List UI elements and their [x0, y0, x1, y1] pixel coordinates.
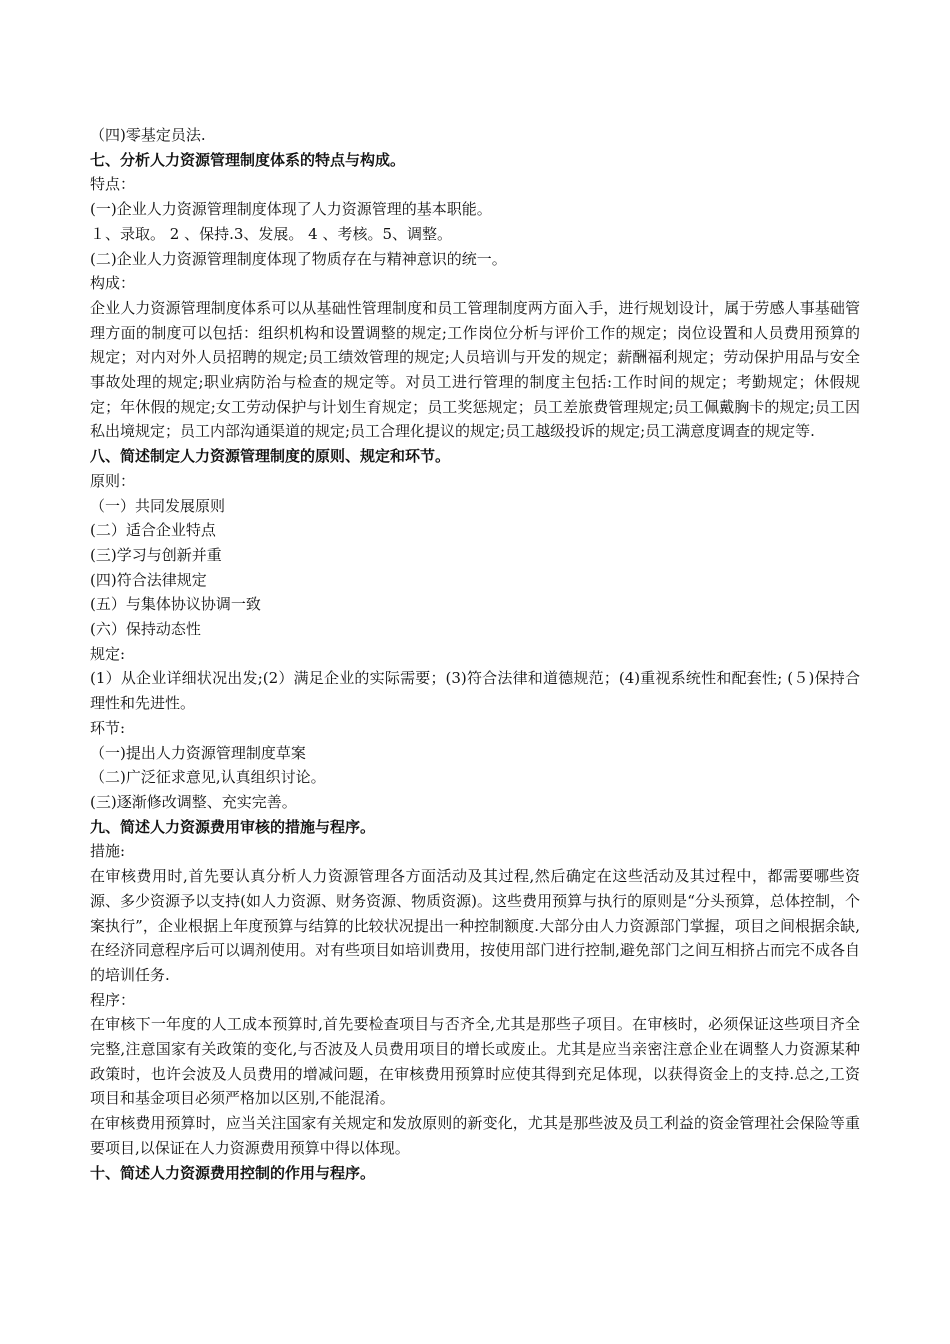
list-item: (五）与集体协议协调一致	[90, 595, 261, 614]
text-line: (一)企业人力资源管理制度体现了人力资源管理的基本职能。	[90, 200, 492, 219]
subheading-rules: 规定:	[90, 644, 126, 663]
list-item: (三)学习与创新并重	[90, 545, 222, 564]
paragraph-composition: 企业人力资源管理制度体系可以从基础性管理制度和员工管理制度两方面入手，进行规划设计，属于劳感人事基础管理方面的制度可以包括：组织机构和设置调整的规定;工作岗位分析与评价工作的规定；岗位设置和人员费用预算的规定；对内对外人员招聘的规定;员工绩效管理的规定;人员培训与开发的规定；薪酬福利规定；劳动保护用品与安全事故处理的规定;职业病防治与检查的规定等。对员工进行管理的制度主包括:工作时间的规定；考勤规定；休假规定；年休假的规定;女工劳动保护与计划生育规定；员工奖惩规定；员工差旅费管理规定;员工佩戴胸卡的规定;员工因私出境规定；员工内部沟通渠道的规定;员工合理化提议的规定;员工越级投诉的规定;员工满意度调查的规定等.	[90, 298, 860, 441]
paragraph-procedure-1: 在审核下一年度的人工成本预算时,首先要检查项目与否齐全,尤其是那些子项目。在审核时，必须保证这些项目齐全完整,注意国家有关政策的变化,与否波及人员费用项目的增长或废止。尤其是应当亲密注意企业在调整人力资源某种政策时，也许会波及人员费用的增减问题，在审核费用预算时应使其得到充足体现，以获得资金上的支持.总之,工资项目和基金项目必须严格加以区别,不能混淆。	[90, 1015, 860, 1108]
subheading-composition: 构成：	[90, 274, 136, 293]
subheading-principles: 原则：	[90, 471, 136, 490]
list-item: (二）适合企业特点	[90, 521, 216, 540]
text-line: １、录取。 2 、保持.3、发展。 4 、考核。5、调整。	[90, 224, 453, 243]
subheading-features: 特点：	[90, 175, 136, 194]
list-item: （二)广泛征求意见,认真组织讨论。	[90, 768, 326, 787]
subheading-measures: 措施:	[90, 842, 126, 861]
section-heading-10: 十、简述人力资源费用控制的作用与程序。	[90, 1163, 376, 1182]
document-body	[90, 123, 860, 1185]
list-item: (六）保持动态性	[90, 620, 201, 639]
paragraph-measures: 在审核费用时,首先要认真分析人力资源管理各方面活动及其过程,然后确定在这些活动及其过程中，都需要哪些资源、多少资源予以支持(如人力资源、财务资源、物质资源)。这些费用预算与执行的原则是“分头预算，总体控制，个案执行”，企业根据上年度预算与结算的比较状况提出一种控制额度.大部分由人力资源部门掌握，项目之间根据余缺,在经济同意程序后可以调剂使用。对有些项目如培训费用，按使用部门进行控制,避免部门之间互相挤占而完不成各自的培训任务.	[90, 867, 860, 984]
paragraph-rules: (1）从企业详细状况出发;(2）满足企业的实际需要；(3)符合法律和道德规范；(4)重视系统性和配套性; (５)保持合理性和先进性。	[90, 669, 860, 713]
section-heading-8: 八、简述制定人力资源管理制度的原则、规定和环节。	[90, 447, 451, 466]
subheading-procedure: 程序：	[90, 990, 136, 1009]
list-item: （一）共同发展原则	[90, 496, 226, 515]
section-heading-7: 七、分析人力资源管理制度体系的特点与构成。	[90, 150, 406, 169]
text-line: (二)企业人力资源管理制度体现了物质存在与精神意识的统一。	[90, 249, 507, 268]
paragraph-procedure-2: 在审核费用预算时，应当关注国家有关规定和发放原则的新变化，尤其是那些波及员工利益的资金管理社会保险等重要项目,以保证在人力资源费用预算中得以体现。	[90, 1114, 860, 1157]
section-heading-9: 九、简述人力资源费用审核的措施与程序。	[90, 817, 376, 836]
text-line: （四)零基定员法.	[90, 126, 206, 144]
list-item: (四)符合法律规定	[90, 570, 207, 589]
list-item: （一)提出人力资源管理制度草案	[90, 743, 306, 762]
list-item: (三)逐渐修改调整、充实完善。	[90, 792, 297, 811]
subheading-steps: 环节:	[90, 718, 126, 737]
